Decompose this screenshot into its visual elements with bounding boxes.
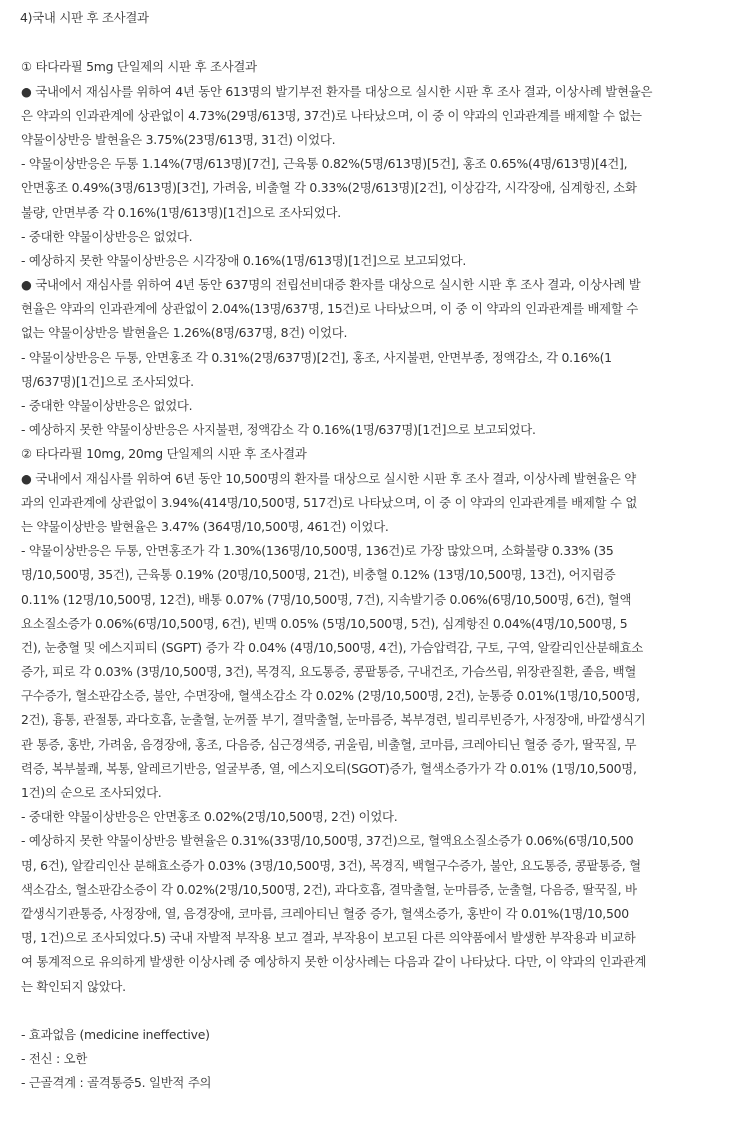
text-line: 1건)의 순으로 조사되었다. [21,785,162,800]
text-line: 안면홍조 0.49%(3명/613명)[3건], 가려움, 비출혈 각 0.33%(2명/613명)[2건], 이상감각, 시각장애, 심계항진, 소화 [21,180,637,196]
text-line: - 약물이상반응은 두통 1.14%(7명/613명)[7건], 근육통 0.82%(5명/613명)[5건], 홍조 0.65%(4명/613명)[4건], [21,156,628,172]
document-paragraphs [0,55,749,998]
text-line: 2건), 흉통, 관절통, 과다호흡, 눈출혈, 눈꺼풀 부기, 결막출혈, 눈마름증, 복부경련, 빌리루빈증가, 사정장애, 바깥생식기 [21,712,646,728]
text-line: 0.11% (12명/10,500명, 12건), 배통 0.07% (7명/10,500명, 7건), 지속발기증 0.06%(6명/10,500명, 6건), 혈액 [21,591,632,607]
text-line: - 약물이상반응은 두통, 안면홍조 각 0.31%(2명/637명)[2건], 홍조, 사지불편, 안면부종, 정액감소, 각 0.16%(1 [21,349,612,365]
text-line: 명, 1건)으로 조사되었다.5) 국내 자발적 부작용 보고 결과, 부작용이 보고된 다른 의약품에서 발생한 부작용과 비교하 [21,930,636,946]
text-line: 약물이상반응 발현율은 3.75%(23명/613명, 31건) 이었다. [21,131,336,147]
text-line: 불량, 안면부종 각 0.16%(1명/613명)[1건]으로 조사되었다. [21,204,341,220]
text-line: 여 통계적으로 유의하게 발생한 이상사례 중 예상하지 못한 이상사례는 다음과 같이 나타났다. 다만, 이 약과의 인과관계 [21,954,647,970]
text-line: 없는 약물이상반응 발현율은 1.26%(8명/637명, 8건) 이었다. [21,325,348,341]
text-line: 깥생식기관통증, 사정장애, 열, 음경장애, 코마름, 크레아티닌 혈중 증가, 혈색소증가, 홍반이 각 0.01%(1명/10,500 [21,905,629,921]
text-line: ② 타다라필 10mg, 20mg 단일제의 시판 후 조사결과 [21,446,307,462]
text-line: - 예상하지 못한 약물이상반응 발현율은 0.31%(33명/10,500명, 37건)으로, 혈액요소질소증가 0.06%(6명/10,500 [21,833,634,849]
text-line: ① 타다라필 5mg 단일제의 시판 후 조사결과 [21,59,257,75]
text-line: 현율은 약과의 인과관계에 상관없이 2.04%(13명/637명, 15건)로 나타났으며, 이 중 이 약과의 인과관계를 배제할 수 [21,301,639,317]
section-title: 4)국내 시판 후 조사결과 [20,10,149,25]
text-line: 구수증가, 혈소판감소증, 불안, 수면장애, 혈색소감소 각 0.02% (2명/10,500명, 2건), 눈통증 0.01%(1명/10,500명, [21,688,640,704]
text-line: - 중대한 약물이상반응은 없었다. [21,398,193,413]
footer-list-item: - 근골격계 : 골격통증5. 일반적 주의 [21,1075,212,1091]
text-line: - 예상하지 못한 약물이상반응은 사지불편, 정액감소 각 0.16%(1명/637명)[1건]으로 보고되었다. [21,422,536,438]
text-line: 력증, 복부불쾌, 복통, 알레르기반응, 얼굴부종, 열, 에스지오티(SGOT)증가, 혈색소증가가 각 0.01% (1명/10,500명, [21,760,637,776]
text-line: 는 확인되지 않았다. [21,978,126,994]
text-line: 과의 인과관계에 상관없이 3.94%(414명/10,500명, 517건)로 나타났으며, 이 중 이 약과의 인과관계를 배제할 수 없 [21,494,638,510]
text-line: ● 국내에서 재심사를 위하여 4년 동안 637명의 전립선비대증 환자를 대상으로 실시한 시판 후 조사 결과, 이상사례 발 [21,277,641,293]
footer-list-item: - 전신 : 오한 [21,1051,88,1067]
text-line: 색소감소, 혈소판감소증이 각 0.02%(2명/10,500명, 2건), 과다호흡, 결막출혈, 눈마름증, 눈출혈, 다음증, 딸꾹질, 바 [21,881,637,897]
text-line: - 예상하지 못한 약물이상반응은 시각장애 0.16%(1명/613명)[1건]으로 보고되었다. [21,252,467,268]
text-line: 증가, 피로 각 0.03% (3명/10,500명, 3건), 목경직, 요도통증, 콩팥통증, 구내건조, 가슴쓰림, 위장관질환, 졸음, 백혈 [21,664,637,680]
text-line: 은 약과의 인과관계에 상관없이 4.73%(29명/613명, 37건)로 나타났으며, 이 중 이 약과의 인과관계를 배제할 수 없는 [21,107,642,123]
blank-line [0,999,749,1023]
footer-list-item: - 효과없음 (medicine ineffective) [21,1026,210,1042]
text-line: 명, 6건), 알칼리인산 분해효소증가 0.03% (3명/10,500명, 3건), 목경직, 백혈구수증가, 불안, 요도통증, 콩팥통증, 혈 [21,857,641,873]
text-line: ● 국내에서 재심사를 위하여 4년 동안 613명의 발기부전 환자를 대상으로 실시한 시판 후 조사 결과, 이상사례 발현율은 [21,83,653,99]
text-line: 명/10,500명, 35건), 근육통 0.19% (20명/10,500명, 21건), 비충혈 0.12% (13명/10,500명, 13건), 어지럼증 [21,567,616,583]
text-line: 명/637명)[1건]으로 조사되었다. [21,373,194,389]
text-line: 관 통증, 홍반, 가려움, 음경장애, 홍조, 다음증, 심근경색증, 귀울림, 비출혈, 코마름, 크레아티닌 혈중 증가, 딸꾹질, 무 [21,736,637,752]
blank-line [0,31,749,55]
text-line: - 약물이상반응은 두통, 안면홍조가 각 1.30%(136명/10,500명, 136건)로 가장 많았으며, 소화불량 0.33% (35 [21,543,614,559]
text-line: ● 국내에서 재심사를 위하여 6년 동안 10,500명의 환자를 대상으로 실시한 시판 후 조사 결과, 이상사례 발현율은 약 [21,470,636,486]
text-line: 건), 눈충혈 및 에스지피티 (SGPT) 증가 각 0.04% (4명/10,500명, 4건), 가슴압력감, 구토, 구역, 알칼리인산분해효소 [21,639,644,655]
text-line: 요소질소증가 0.06%(6명/10,500명, 6건), 빈맥 0.05% (5명/10,500명, 5건), 심계항진 0.04%(4명/10,500명, 5 [21,615,628,631]
text-line: - 중대한 약물이상반응은 없었다. [21,228,193,244]
text-line: 는 약물이상반응 발현율은 3.47% (364명/10,500명, 461건) 이었다. [21,518,389,534]
text-line: - 중대한 약물이상반응은 안면홍조 0.02%(2명/10,500명, 2건) 이었다. [21,809,398,825]
document-footer-list [0,1023,749,1096]
